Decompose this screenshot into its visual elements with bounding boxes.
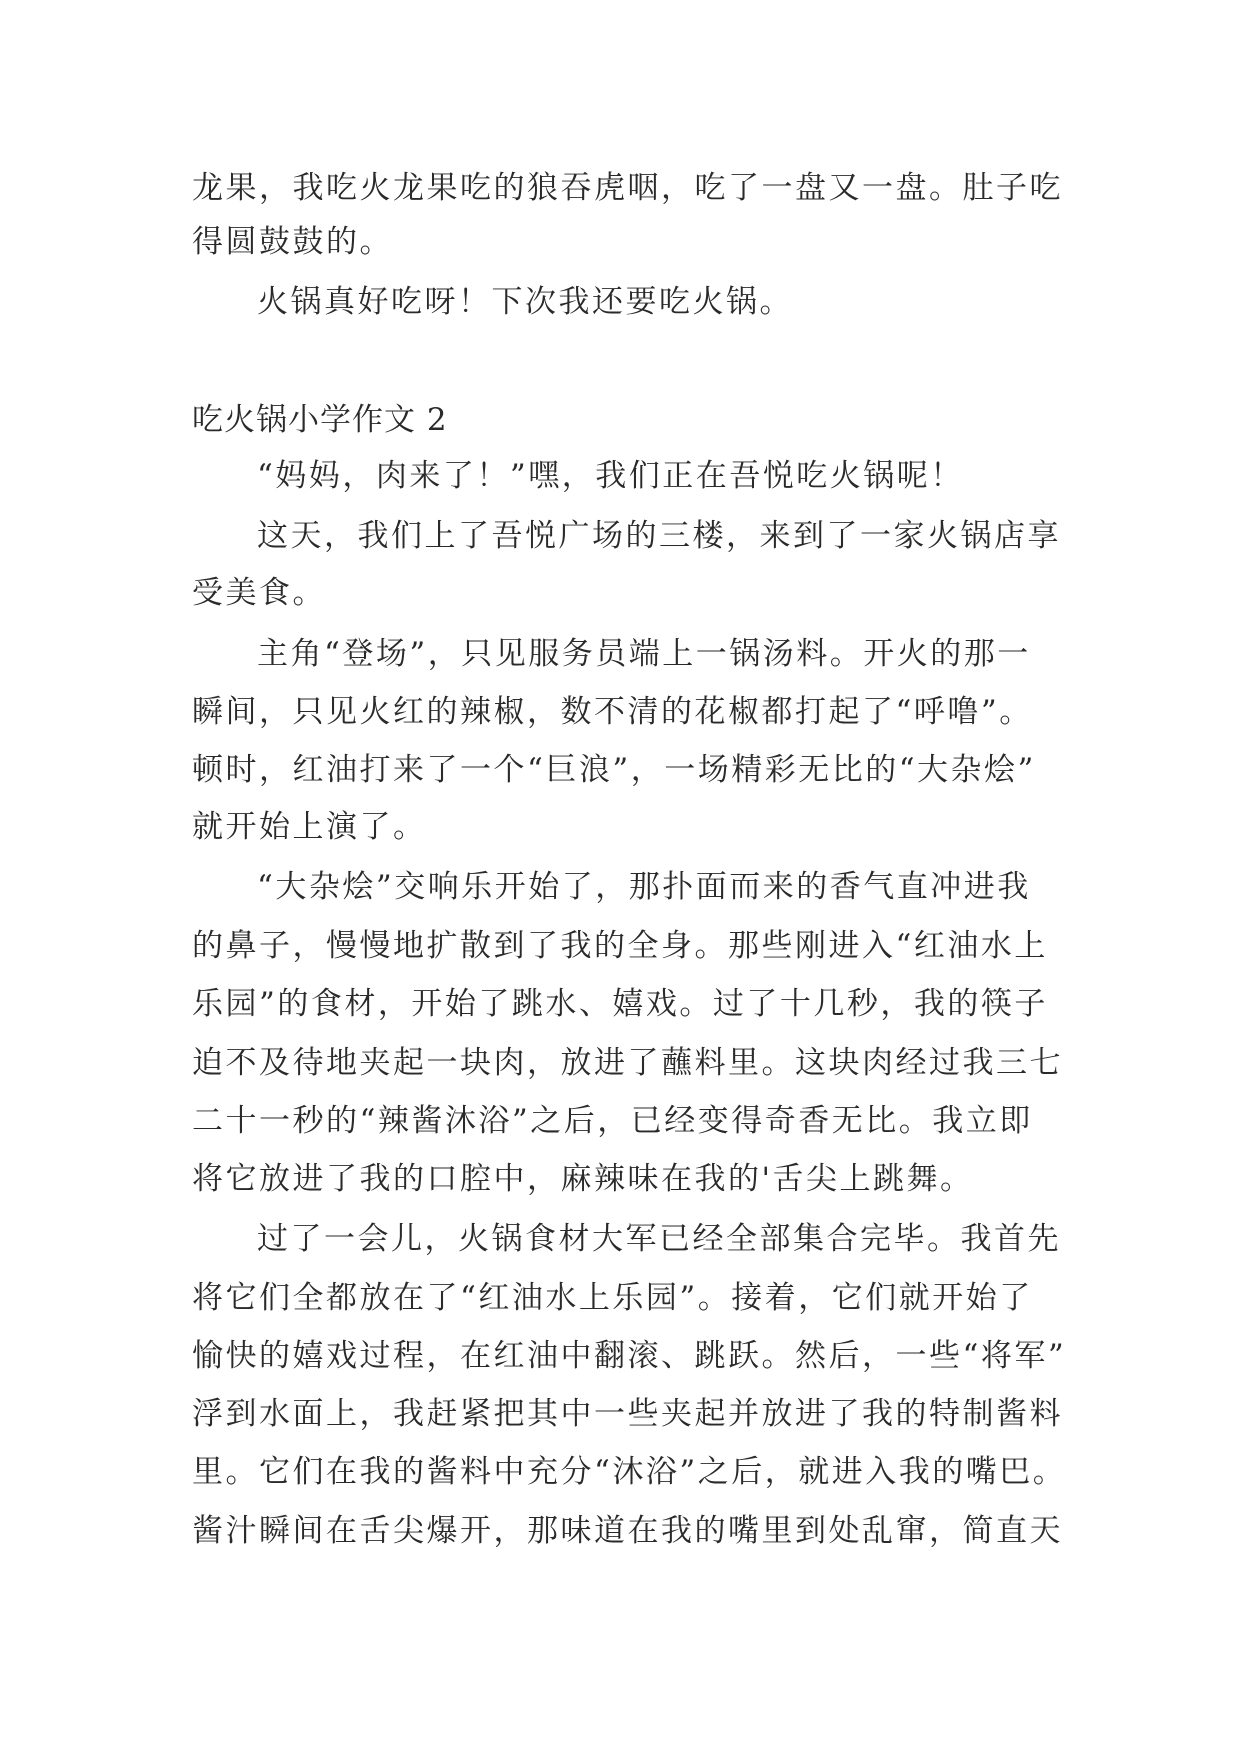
text-line: 将它放进了我的口腔中，麻辣味在我的'舌尖上跳舞。 bbox=[192, 1161, 974, 1197]
text-line: 瞬间，只见火红的辣椒，数不清的花椒都打起了“呼噜”。 bbox=[192, 694, 1033, 730]
text-line: 里。它们在我的酱料中充分“沐浴”之后，就进入我的嘴巴。 bbox=[192, 1454, 1067, 1490]
text-line: 顿时，红油打来了一个“巨浪”，一场精彩无比的“大杂烩” bbox=[192, 752, 1036, 788]
text-line: 主角“登场”，只见服务员端上一锅汤料。开火的那一 bbox=[257, 636, 1031, 672]
section-heading: 吃火锅小学作文 2 bbox=[192, 402, 448, 438]
text-line: 的鼻子，慢慢地扩散到了我的全身。那些刚进入“红油水上 bbox=[192, 928, 1048, 964]
text-line: “大杂烩”交响乐开始了，那扑面而来的香气直冲进我 bbox=[257, 869, 1031, 905]
text-line: 迫不及待地夹起一块肉，放进了蘸料里。这块肉经过我三七 bbox=[192, 1045, 1063, 1081]
text-line: 二十一秒的“辣酱沐浴”之后，已经变得奇香无比。我立即 bbox=[192, 1103, 1033, 1139]
text-line: 酱汁瞬间在舌尖爆开，那味道在我的嘴里到处乱窜，简直天 bbox=[192, 1513, 1063, 1549]
text-line: “妈妈，肉来了！”嘿，我们正在吾悦吃火锅呢！ bbox=[257, 458, 964, 494]
text-line: 火锅真好吃呀！下次我还要吃火锅。 bbox=[257, 284, 793, 320]
text-line: 过了一会儿，火锅食材大军已经全部集合完毕。我首先 bbox=[257, 1221, 1061, 1257]
text-line: 乐园”的食材，开始了跳水、嬉戏。过了十几秒，我的筷子 bbox=[192, 986, 1048, 1022]
text-line: 龙果，我吃火龙果吃的狼吞虎咽，吃了一盘又一盘。肚子吃 bbox=[192, 170, 1063, 206]
text-line: 浮到水面上，我赶紧把其中一些夹起并放进了我的特制酱料 bbox=[192, 1396, 1063, 1432]
text-line: 将它们全都放在了“红油水上乐园”。接着，它们就开始了 bbox=[192, 1280, 1033, 1316]
text-line: 得圆鼓鼓的。 bbox=[192, 224, 393, 260]
text-line: 受美食。 bbox=[192, 575, 326, 611]
text-line: 愉快的嬉戏过程，在红油中翻滚、跳跃。然后，一些“将军” bbox=[192, 1338, 1067, 1374]
text-line: 就开始上演了。 bbox=[192, 809, 427, 845]
text-line: 这天，我们上了吾悦广场的三楼，来到了一家火锅店享 bbox=[257, 518, 1061, 554]
